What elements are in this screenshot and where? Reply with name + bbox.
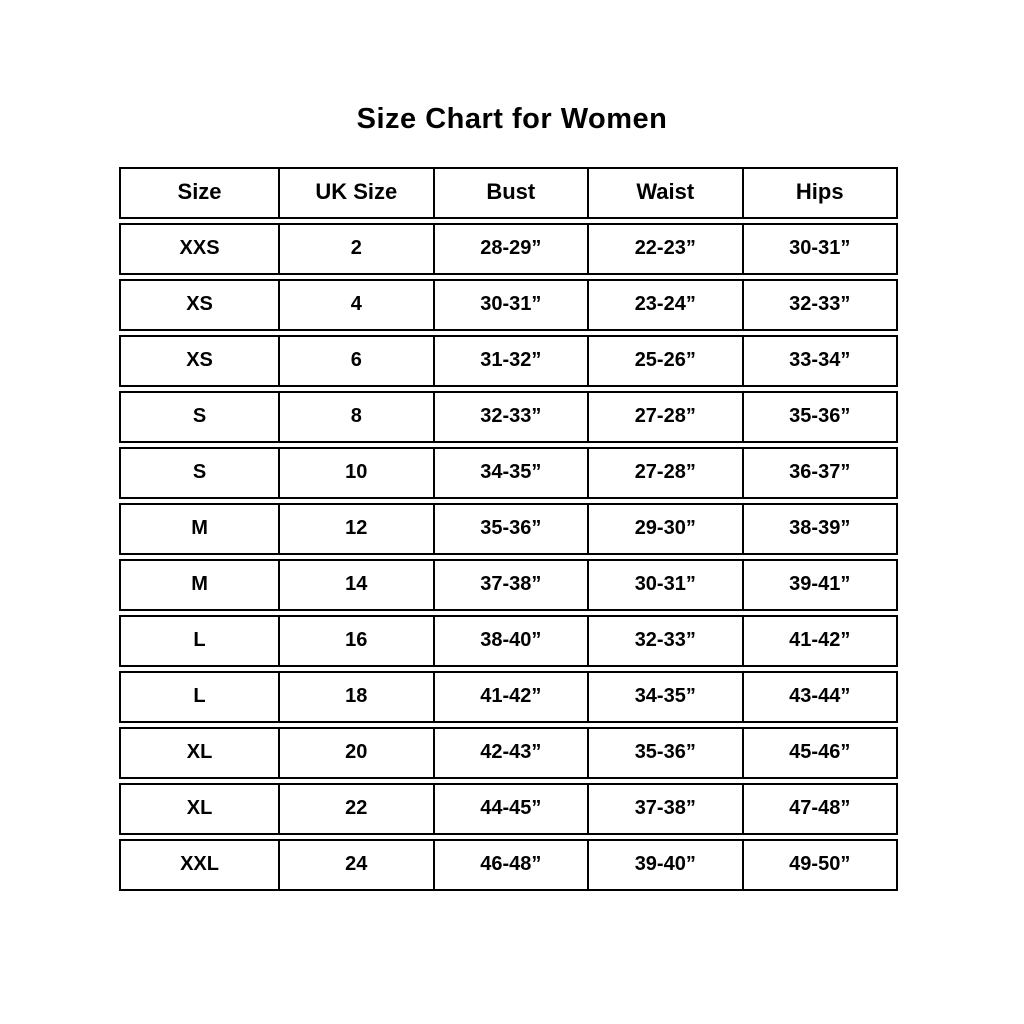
cell-hips: 30-31” (742, 225, 896, 273)
cell-size: L (193, 628, 206, 651)
cell-uk-size: 4 (278, 281, 432, 329)
cell-uk-size: 2 (278, 225, 432, 273)
cell-bust: 38-40” (433, 617, 587, 665)
cell-size: L (193, 684, 206, 707)
cell-size: S (192, 404, 207, 427)
table-row (119, 503, 898, 555)
cell-uk-size: 6 (278, 337, 432, 385)
cell-waist: 30-31” (587, 561, 741, 609)
cell-size: XXS (179, 236, 220, 259)
cell-bust: 32-33” (433, 393, 587, 441)
cell-hips: 45-46” (742, 729, 896, 777)
cell-hips: 33-34” (742, 337, 896, 385)
header-cell-uk-size: UK Size (278, 169, 432, 217)
cell-waist: 29-30” (587, 505, 741, 553)
cell-hips: 47-48” (742, 785, 896, 833)
cell-waist: 27-28” (587, 393, 741, 441)
cell-uk-size: 16 (278, 617, 432, 665)
cell-bust: 35-36” (433, 505, 587, 553)
cell-bust: 34-35” (433, 449, 587, 497)
table-row (119, 839, 898, 891)
cell-hips: 39-41” (742, 561, 896, 609)
cell-bust: 41-42” (433, 673, 587, 721)
header-cell-bust: Bust (433, 169, 587, 217)
cell-size: XXL (180, 852, 219, 875)
header-cell-hips: Hips (742, 169, 896, 217)
table-row (119, 727, 898, 779)
cell-hips: 35-36” (742, 393, 896, 441)
table-row (119, 223, 898, 275)
table-row (119, 671, 898, 723)
cell-hips: 32-33” (742, 281, 896, 329)
cell-size: XL (186, 796, 213, 819)
cell-hips: 36-37” (742, 449, 896, 497)
cell-waist: 25-26” (587, 337, 741, 385)
cell-hips: 41-42” (742, 617, 896, 665)
cell-size: XS (186, 348, 213, 371)
cell-bust: 44-45” (433, 785, 587, 833)
cell-uk-size: 20 (278, 729, 432, 777)
size-table (119, 167, 898, 891)
cell-waist: 32-33” (587, 617, 741, 665)
table-row (119, 279, 898, 331)
cell-waist: 34-35” (587, 673, 741, 721)
table-row (119, 783, 898, 835)
table-row (119, 335, 898, 387)
cell-hips: 49-50” (742, 841, 896, 889)
cell-bust: 28-29” (433, 225, 587, 273)
table-row (119, 391, 898, 443)
cell-waist: 27-28” (587, 449, 741, 497)
cell-hips: 43-44” (742, 673, 896, 721)
cell-waist: 23-24” (587, 281, 741, 329)
cell-size: M (191, 516, 208, 539)
header-row (119, 167, 898, 219)
table-row (119, 447, 898, 499)
cell-size: XS (186, 292, 213, 315)
page-title: Size Chart for Women (356, 103, 668, 135)
cell-size: XL (186, 740, 213, 763)
cell-size: S (192, 460, 207, 483)
table-row (119, 615, 898, 667)
header-cell-waist: Waist (587, 169, 741, 217)
cell-uk-size: 12 (278, 505, 432, 553)
cell-uk-size: 8 (278, 393, 432, 441)
cell-waist: 22-23” (587, 225, 741, 273)
cell-waist: 39-40” (587, 841, 741, 889)
cell-size: M (191, 572, 208, 595)
cell-uk-size: 22 (278, 785, 432, 833)
cell-bust: 30-31” (433, 281, 587, 329)
cell-bust: 46-48” (433, 841, 587, 889)
cell-bust: 42-43” (433, 729, 587, 777)
cell-hips: 38-39” (742, 505, 896, 553)
table-row (119, 559, 898, 611)
cell-uk-size: 18 (278, 673, 432, 721)
cell-uk-size: 24 (278, 841, 432, 889)
cell-bust: 37-38” (433, 561, 587, 609)
cell-uk-size: 10 (278, 449, 432, 497)
cell-waist: 35-36” (587, 729, 741, 777)
cell-waist: 37-38” (587, 785, 741, 833)
cell-uk-size: 14 (278, 561, 432, 609)
cell-bust: 31-32” (433, 337, 587, 385)
header-cell-size: Size (177, 179, 222, 204)
